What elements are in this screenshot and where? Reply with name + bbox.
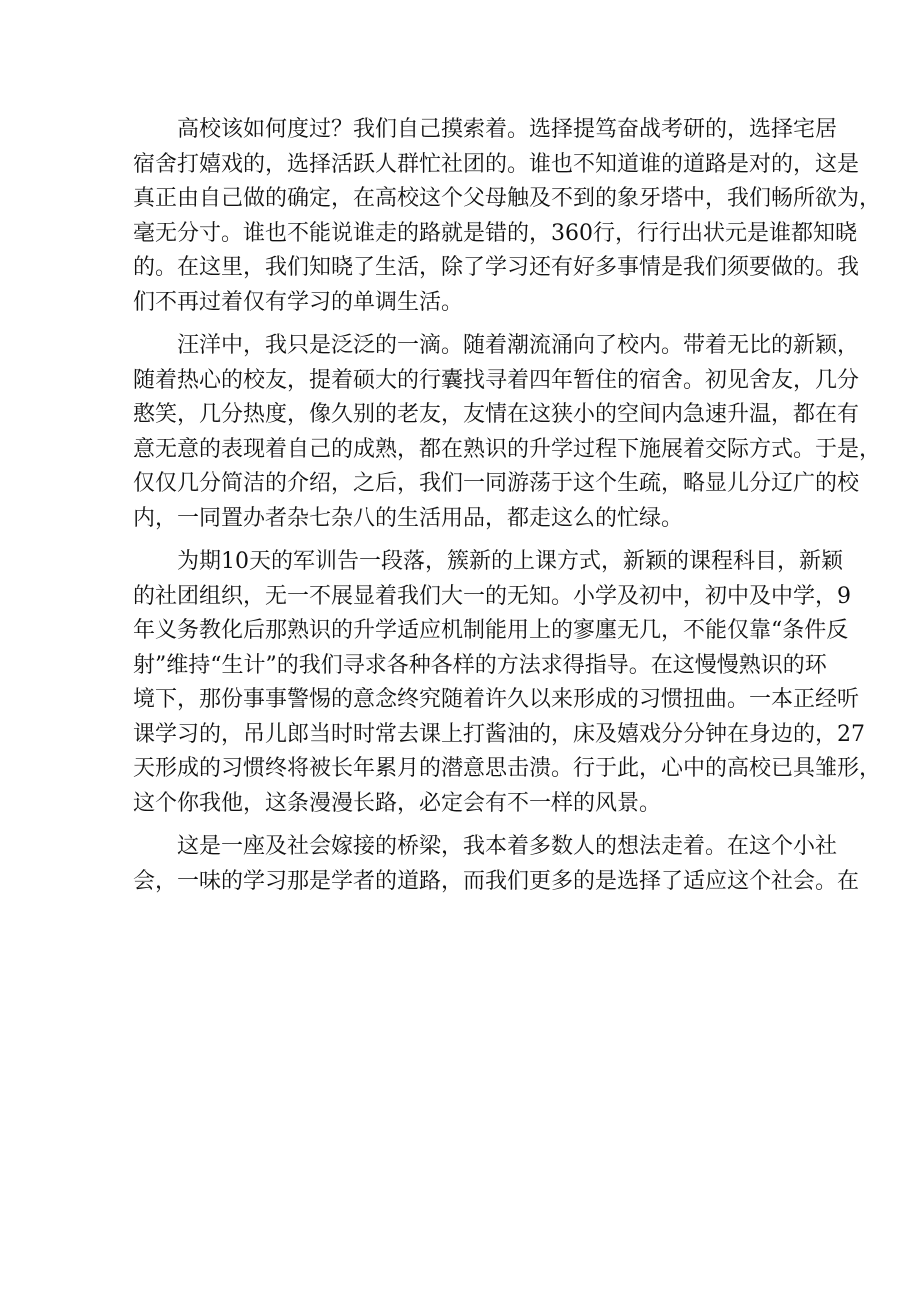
text-line: 内，一同置办者杂七杂八的生活用品，都走这么的忙绿。 (133, 505, 684, 531)
text-line: 意无意的表现着自己的成熟，都在熟识的升学过程下施展着交际方式。于是， (133, 436, 882, 462)
paragraph-1 (133, 113, 882, 320)
text-line: 射”维持“生计”的我们寻求各种各样的方法求得指导。在这慢慢熟识的环 (133, 652, 827, 678)
text-line: 的社团组织，无一不展显着我们大一的无知。小学及初中，初中及中学，9 (133, 583, 851, 609)
text-line: 会，一味的学习那是学者的道路，而我们更多的是选择了适应这个社会。在 (133, 868, 860, 894)
text-line: 境下，那份事事警惕的意念终究随着许久以来形成的习惯扭曲。一本正经听 (133, 687, 860, 712)
paragraph-2 (133, 329, 882, 536)
text-line: 汪洋中，我只是泛泛的一滴。随着潮流涌向了校内。带着无比的新颖， (177, 333, 860, 358)
text-line: 们不再过着仅有学习的单调生活。 (133, 289, 464, 315)
text-line: 为期10天的军训告一段落，簇新的上课方式，新颖的课程科目，新颖 (177, 549, 843, 574)
text-line: 随着热心的校友，提着硕大的行囊找寻着四年暂住的宿舍。初见舍友，几分 (133, 367, 860, 393)
text-line: 课学习的，吊儿郎当时时常去课上打酱油的，床及嬉戏分分钟在身边的，27 (133, 721, 865, 747)
text-line: 天形成的习惯终将被长年累月的潜意思击溃。行于此，心中的高校已具雏形， (133, 756, 882, 781)
text-line: 宿舍打嬉戏的，选择活跃人群忙社团的。谁也不知道谁的道路是对的，这是 (133, 151, 860, 177)
text-line: 这个你我他，这条漫漫长路，必定会有不一样的风景。 (133, 790, 662, 816)
paragraph-4 (133, 830, 860, 899)
text-line: 憨笑，几分热度，像久别的老友，友情在这狭小的空间内急速升温，都在有 (133, 402, 860, 427)
text-line: 高校该如何度过？我们自己摸索着。选择提笃奋战考研的，选择宅居 (177, 117, 838, 142)
text-line: 这是一座及社会嫁接的桥梁，我本着多数人的想法走着。在这个小社 (177, 834, 838, 859)
text-line: 年义务教化后那熟识的升学适应机制能用上的寥廛无几，不能仅靠“条件反 (133, 618, 849, 643)
text-line: 真正由自己做的确定，在高校这个父母触及不到的象牙塔中，我们畅所欲为， (133, 186, 882, 211)
text-line: 的。在这里，我们知晓了生活，除了学习还有好多事情是我们须要做的。我 (133, 255, 860, 280)
body-text (133, 113, 882, 908)
paragraph-3 (133, 545, 882, 821)
text-line: 毫无分寸。谁也不能说谁走的路就是错的，360行，行行出状元是谁都知晓 (133, 220, 857, 246)
text-line: 仅仅几分简洁的介绍，之后，我们一同游荡于这个生疏，略显儿分辽广的校 (133, 471, 860, 496)
